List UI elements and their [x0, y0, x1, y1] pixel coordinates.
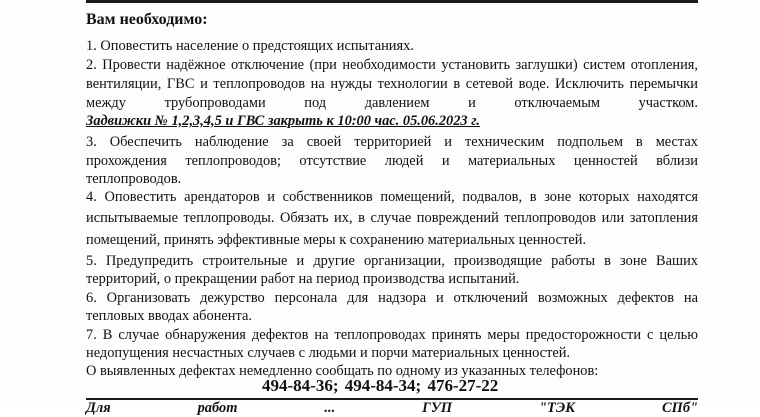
item-6-line-2: тепловых вводах абонента.	[86, 308, 252, 324]
notice-heading: Вам необходимо:	[86, 11, 208, 28]
item-4-line-1: 4. Оповестить арендаторов и собственников помещений, подвалов, в зоне которых находятся	[86, 189, 698, 205]
item-1-line: 1. Оповестить население о предстоящих испытаниях.	[86, 38, 414, 54]
item-5-line-2: территорий, о прекращении работ на период производства испытаний.	[86, 271, 520, 287]
item-2-line-3: между трубопроводами под давлением и отключаемым участком.	[86, 95, 698, 111]
item-2-line-2: вентиляции, ГВС и теплопроводов на нужды технологии в сетевой воде. Исключить перемычки	[86, 76, 698, 92]
valve-closing-instruction: Задвижки № 1,2,3,4,5 и ГВС закрыть к 10:00 час. 05.06.2023 г.	[86, 113, 480, 129]
item-3-line-3: теплопроводов.	[86, 171, 182, 187]
item-5-line-1: 5. Предупредить строительные и другие организации, производящие работы в зоне Ваших	[86, 253, 698, 269]
top-divider	[86, 0, 698, 3]
item-2-line-1: 2. Провести надёжное отключение (при необходимости установить заглушки) систем отопления,	[86, 57, 698, 73]
phone-numbers: 494-84-36; 494-84-34; 476-27-22	[262, 376, 499, 395]
item-7-line-2: недопущения несчастных случаев с людьми и порчи материальных ценностей.	[86, 345, 571, 361]
item-6-line-1: 6. Организовать дежурство персонала для надзора и отключений возможных дефектов на	[86, 290, 698, 306]
cutoff-line: Для работ ... ГУП "ТЭК СПб"	[86, 400, 698, 416]
item-7-line-1: 7. В случае обнаружения дефектов на теплопроводах принять меры предосторожности с целью	[86, 327, 698, 343]
report-defects-line: О выявленных дефектах немедленно сообщать по одному из указанных телефонов:	[86, 363, 599, 379]
item-3-line-2: прохождения теплопроводов; отсутствие людей и материальных ценностей вблизи	[86, 153, 698, 169]
item-3-line-1: 3. Обеспечить наблюдение за своей территорией и техническим подпольем в местах	[86, 134, 698, 150]
item-4-line-2: испытываемые теплопроводы. Обязать их, в случае повреждений теплопроводов или затопления	[86, 210, 698, 226]
item-4-line-3: помещений, принять эффективные меры к сохранению материальных ценностей.	[86, 232, 587, 248]
